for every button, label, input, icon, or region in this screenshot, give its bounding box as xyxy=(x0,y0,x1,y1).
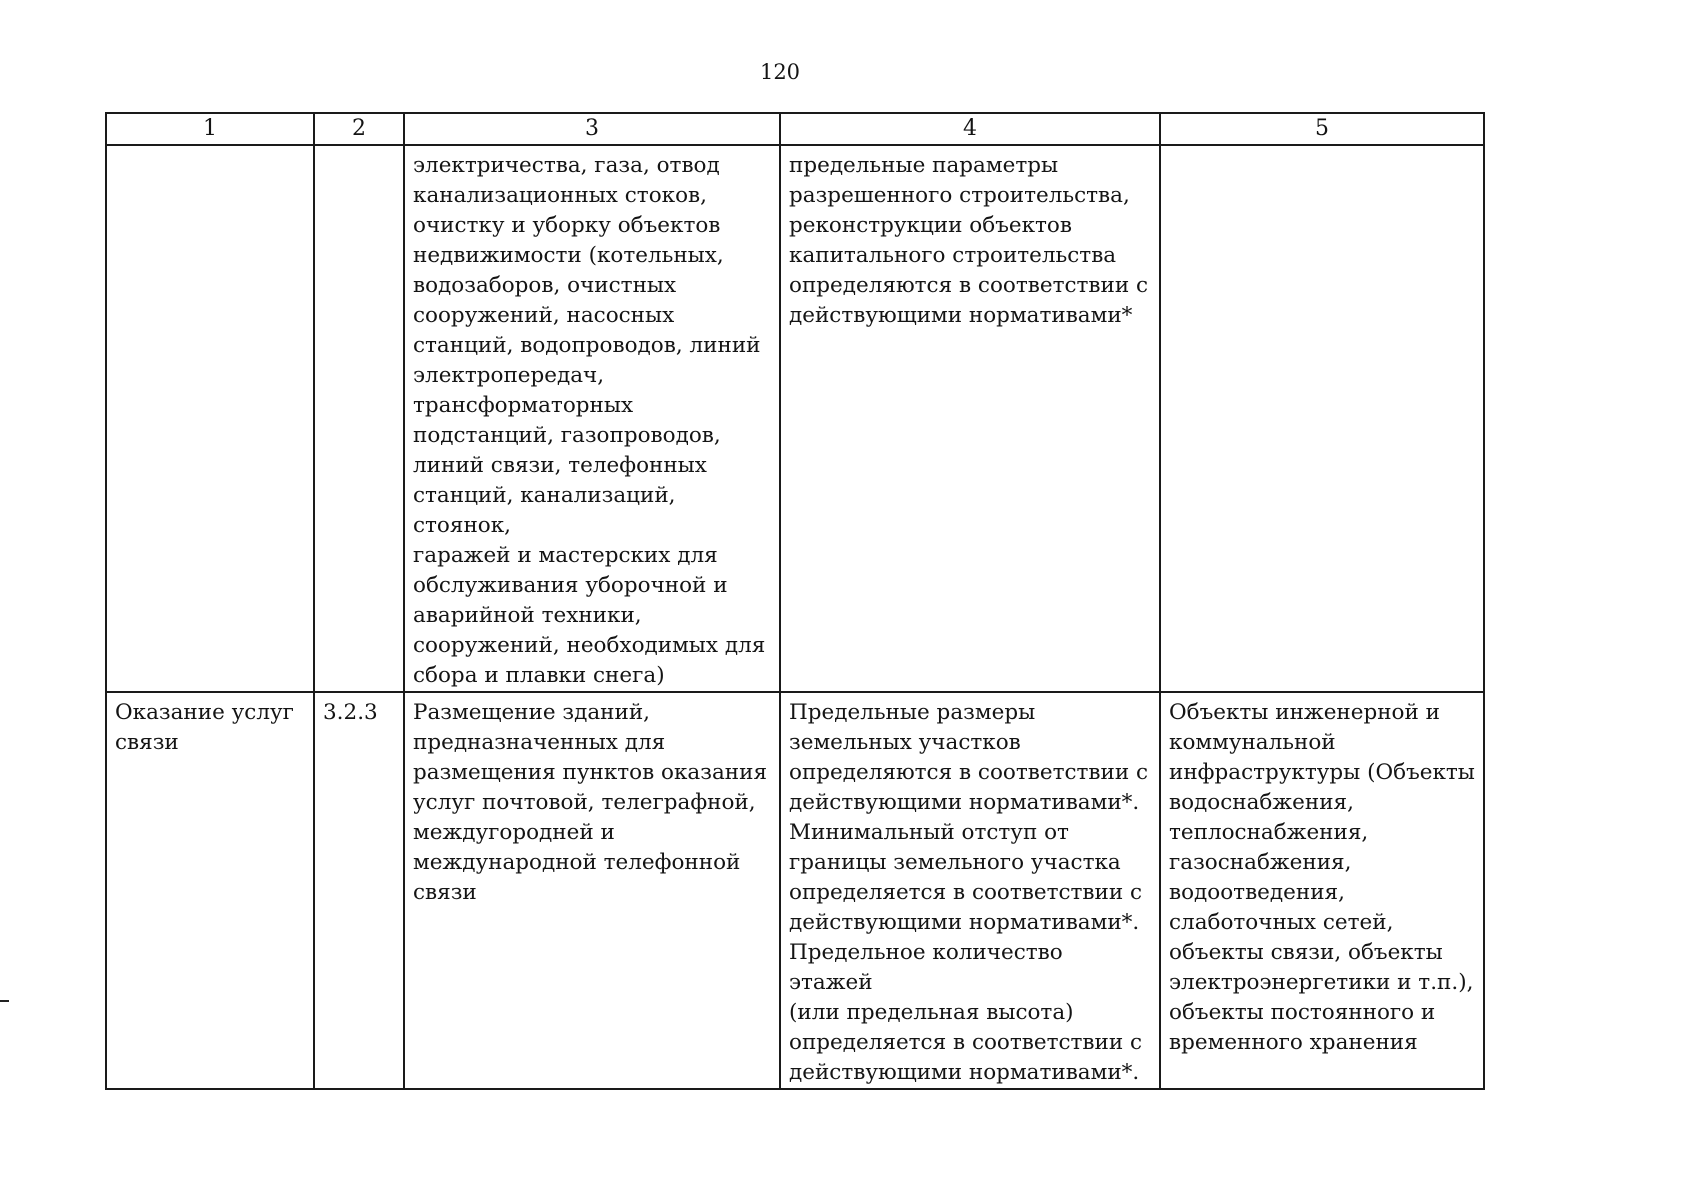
table-row xyxy=(106,692,1484,1089)
cell-use-name: Оказание услуг связи xyxy=(106,692,314,1089)
land-use-table xyxy=(105,112,1485,1090)
column-header-4: 4 xyxy=(780,113,1160,145)
page-number: 120 xyxy=(759,60,801,84)
cell-use-code: 3.2.3 xyxy=(314,692,404,1089)
cell-use-name xyxy=(106,145,314,692)
margin-mark xyxy=(0,1000,9,1002)
table-header-row xyxy=(106,113,1484,145)
cell-use-description: Размещение зданий, предназначенных для размещения пунктов оказания услуг почтовой, телеграфной, междугородней и международной телефонной связи xyxy=(404,692,780,1089)
cell-use-code xyxy=(314,145,404,692)
cell-use-description: электричества, газа, отвод канализационных стоков, очистку и уборку объектов недвижимости (котельных, водозаборов, очистных сооружений, насосных станций, водопроводов, линий электропередач, трансформаторных подстанций, газопроводов, линий связи, телефонных станций, канализаций, стоянок, гаражей и мастерских для обслуживания уборочной и аварийной техники, сооружений, необходимых для сбора и плавки снега) xyxy=(404,145,780,692)
column-header-2: 2 xyxy=(314,113,404,145)
column-header-1: 1 xyxy=(106,113,314,145)
cell-construction-parameters: Предельные размеры земельных участков определяются в соответствии с действующими нормативами*. Минимальный отступ от границы земельного участка определяется в соответствии с действующими нормативами*. Предельное количество этажей (или предельная высота) определяется в соответствии с действующими нормативами*. xyxy=(780,692,1160,1089)
cell-construction-parameters: предельные параметры разрешенного строительства, реконструкции объектов капитального строительства определяются в соответствии с действующими нормативами* xyxy=(780,145,1160,692)
cell-related-objects: Объекты инженерной и коммунальной инфраструктуры (Объекты водоснабжения, теплоснабжения, газоснабжения, водоотведения, слаботочных сетей, объекты связи, объекты электроэнергетики и т.п.), объекты постоянного и временного хранения xyxy=(1160,692,1484,1089)
column-header-5: 5 xyxy=(1160,113,1484,145)
cell-related-objects xyxy=(1160,145,1484,692)
column-header-3: 3 xyxy=(404,113,780,145)
table-row xyxy=(106,145,1484,692)
